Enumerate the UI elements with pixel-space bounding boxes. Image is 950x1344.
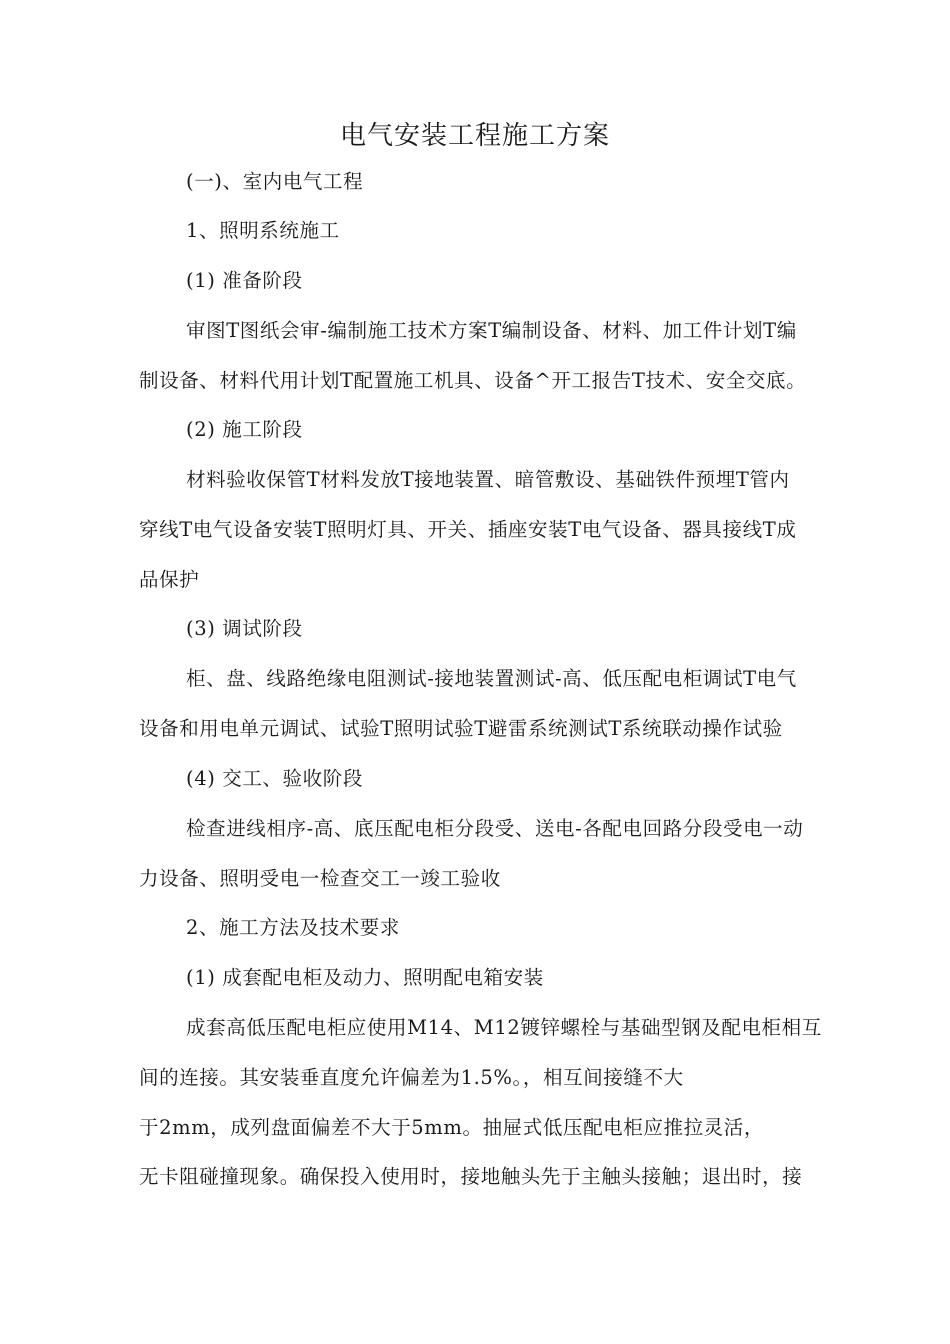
step-heading-construction: (2) 施工阶段 [186, 418, 303, 441]
document-title: 电气安装工程施工方案 [339, 121, 610, 151]
paragraph-line: 于2mm，成列盘面偏差不大于5mm。抽屉式低压配电柜应推拉灵活， [139, 1116, 764, 1139]
paragraph-line: 材料验收保管T材料发放T接地装置、暗管敷设、基础铁件预埋T管内 [186, 468, 790, 491]
paragraph-line: 力设备、照明受电一检查交工一竣工验收 [139, 867, 501, 890]
paragraph-line: 检查进线相序-高、底压配电柜分段受、送电-各配电回路分段受电一动 [186, 817, 804, 840]
subsection-heading-methods: 2、施工方法及技术要求 [186, 916, 401, 939]
paragraph-line: 柜、盘、线路绝缘电阻测试-接地装置测试-高、低压配电柜调试T电气 [186, 667, 797, 690]
paragraph-line: 成套高低压配电柜应使用M14、M12镀锌螺栓与基础型钢及配电柜相互 [186, 1016, 822, 1039]
step-heading-debugging: (3) 调试阶段 [186, 617, 303, 640]
paragraph-line: 设备和用电单元调试、试验T照明试验T避雷系统测试T系统联动操作试验 [139, 717, 783, 740]
paragraph-line: 审图T图纸会审-编制施工技术方案T编制设备、材料、加工件计划T编 [186, 319, 797, 342]
step-heading-preparation: (1) 准备阶段 [186, 269, 303, 292]
paragraph-line: 穿线T电气设备安装T照明灯具、开关、插座安装T电气设备、器具接线T成 [139, 518, 797, 541]
section-heading-indoor-electrical: (一)、室内电气工程 [186, 170, 364, 193]
step-heading-acceptance: (4) 交工、验收阶段 [186, 767, 363, 790]
paragraph-line: 间的连接。其安装垂直度允许偏差为1.5%。，相互间接缝不大 [139, 1066, 684, 1089]
paragraph-line: 制设备、材料代用计划T配置施工机具、设备^开工报告T技术、安全交底。 [139, 369, 807, 392]
step-heading-switchgear-install: (1) 成套配电柜及动力、照明配电箱安装 [186, 966, 544, 989]
paragraph-line: 品保护 [139, 568, 200, 591]
paragraph-line: 无卡阻碰撞现象。确保投入使用时，接地触头先于主触头接触；退出时，接 [139, 1165, 803, 1188]
subsection-heading-lighting-system: 1、照明系统施工 [186, 219, 340, 242]
